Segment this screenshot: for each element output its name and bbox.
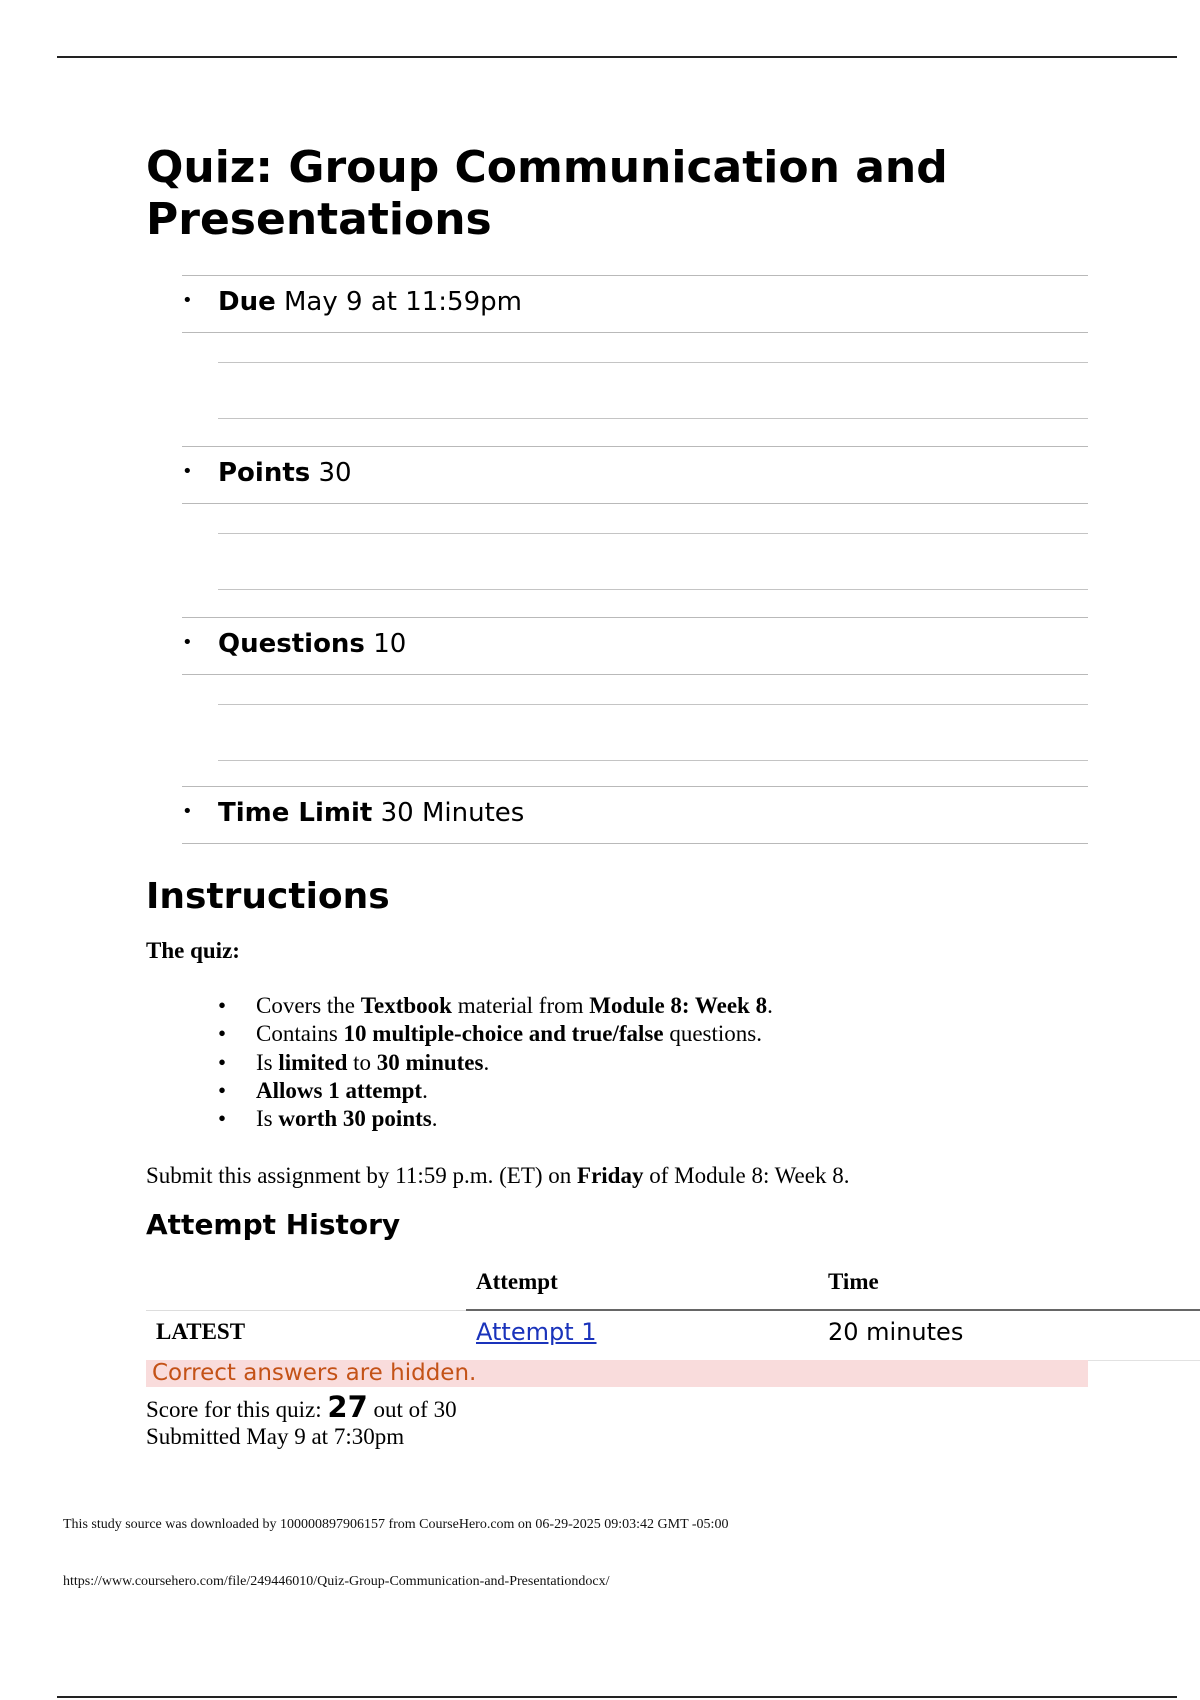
detail-value: 30 Minutes [380,798,525,828]
list-item: • Is worth 30 points. [200,1105,773,1133]
submit-note: Submit this assignment by 11:59 p.m. (ET) on Friday of Module 8: Week 8. [146,1163,850,1188]
detail-spacer [182,504,1088,617]
detail-label: Due [218,287,276,317]
list-item: • Allows 1 attempt. [200,1077,773,1105]
quiz-score: Score for this quiz: 27 out of 30 [146,1390,457,1424]
detail-spacer [182,333,1088,446]
latest-label: LATEST [156,1319,246,1344]
quiz-details-list [182,275,1088,844]
score-value: 27 [327,1390,368,1424]
detail-label: Time Limit [218,798,373,828]
header-divider [466,1309,1200,1311]
detail-points [182,446,1088,504]
list-item: • Covers the Textbook material from Module 8: Week 8. [200,992,773,1020]
footer-source-note: This study source was downloaded by 100000897906157 from CourseHero.com on 06-29-2025 09:03:42 GMT -05:00 [63,1517,729,1532]
column-header-time: Time [828,1269,879,1294]
submitted-timestamp: Submitted May 9 at 7:30pm [146,1424,405,1449]
instructions-intro: The quiz: [146,938,240,963]
detail-label: Questions [218,629,365,659]
attempt-history-heading: Attempt History [146,1208,401,1241]
detail-value: 10 [373,629,407,659]
attempt-time: 20 minutes [828,1318,964,1346]
footer-url: https://www.coursehero.com/file/249446010/Quiz-Group-Communication-and-Presentationdocx/ [63,1574,610,1589]
detail-value: May 9 at 11:59pm [284,287,522,317]
attempt-1-link[interactable]: Attempt 1 [476,1318,597,1346]
detail-due [182,275,1088,333]
detail-value: 30 [318,458,352,488]
answers-hidden-notice: Correct answers are hidden. [146,1360,1088,1387]
detail-time-limit [182,786,1088,844]
detail-questions [182,617,1088,675]
detail-label: Points [218,458,311,488]
page-title: Quiz: Group Communication and Presentations [146,142,948,245]
top-rule [57,56,1177,58]
bullet-icon: • [182,290,193,311]
instructions-list [200,992,773,1133]
bullet-icon: • [182,461,193,482]
column-header-attempt: Attempt [476,1269,558,1294]
row-divider [146,1310,466,1311]
bullet-icon: • [182,801,193,822]
list-item: • Is limited to 30 minutes. [200,1049,773,1077]
detail-spacer [182,675,1088,786]
instructions-heading: Instructions [146,876,390,917]
bottom-rule [57,1696,1177,1698]
bullet-icon: • [182,632,193,653]
list-item: • Contains 10 multiple-choice and true/false questions. [200,1020,773,1048]
